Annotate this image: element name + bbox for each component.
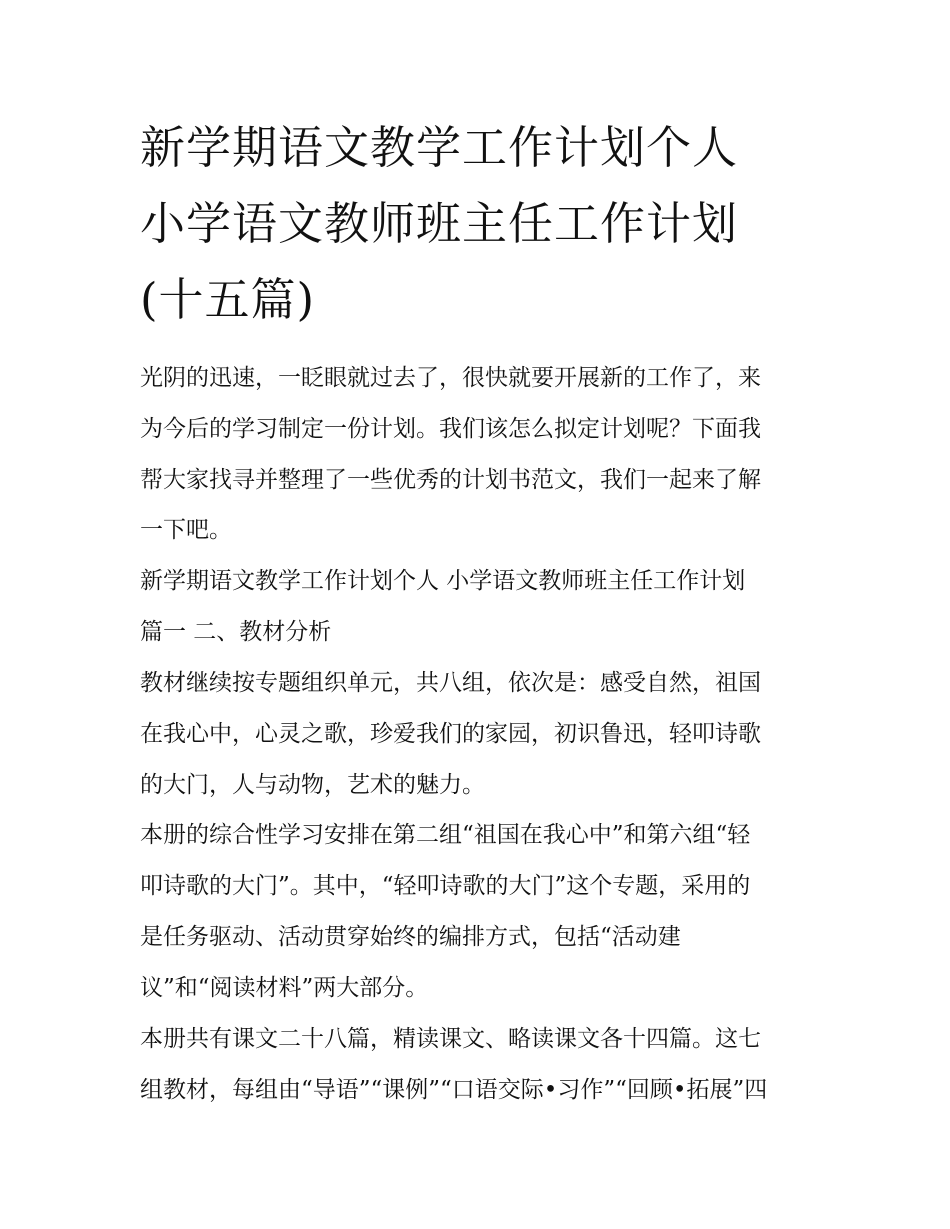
title-line-2: 小学语文教师班主任工作计划 (140, 197, 739, 250)
section-heading: 篇一 二、教材分析 (140, 619, 332, 645)
body-line: 本册的综合性学习安排在第二组“祖国在我心中”和第六组“轻 (140, 822, 751, 848)
body-line: 是任务驱动、活动贯穿始终的编排方式，包括“活动建 (140, 924, 681, 950)
body-line: 组教材，每组由“导语”“课例”“口语交际•习作”“回顾•拓展”四 (140, 1077, 768, 1103)
body-line: 一下吧。 (140, 517, 232, 543)
body-line: 本册共有课文二十八篇，精读课文、略读课文各十四篇。这七 (140, 1026, 761, 1052)
body-line: 教材继续按专题组织单元，共八组，依次是：感受自然，祖国 (140, 670, 761, 696)
body-line: 光阴的迅速，一眨眼就过去了，很快就要开展新的工作了，来 (140, 365, 761, 391)
body-line: 的大门，人与动物，艺术的魅力。 (140, 772, 485, 798)
body-line: 议”和“阅读材料”两大部分。 (140, 975, 429, 1001)
body-line: 在我心中，心灵之歌，珍爱我们的家园，初识鲁迅，轻叩诗歌 (140, 721, 761, 747)
title-line-3: (十五篇) (140, 273, 316, 326)
body-line: 叩诗歌的大门”。其中，“轻叩诗歌的大门”这个专题，采用的 (140, 873, 751, 899)
body-line: 帮大家找寻并整理了一些优秀的计划书范文，我们一起来了解 (140, 467, 761, 493)
title-line-1: 新学期语文教学工作计划个人 (140, 121, 739, 174)
section-heading: 新学期语文教学工作计划个人 小学语文教师班主任工作计划 (140, 568, 746, 594)
body-line: 为今后的学习制定一份计划。我们该怎么拟定计划呢？下面我 (140, 416, 761, 442)
